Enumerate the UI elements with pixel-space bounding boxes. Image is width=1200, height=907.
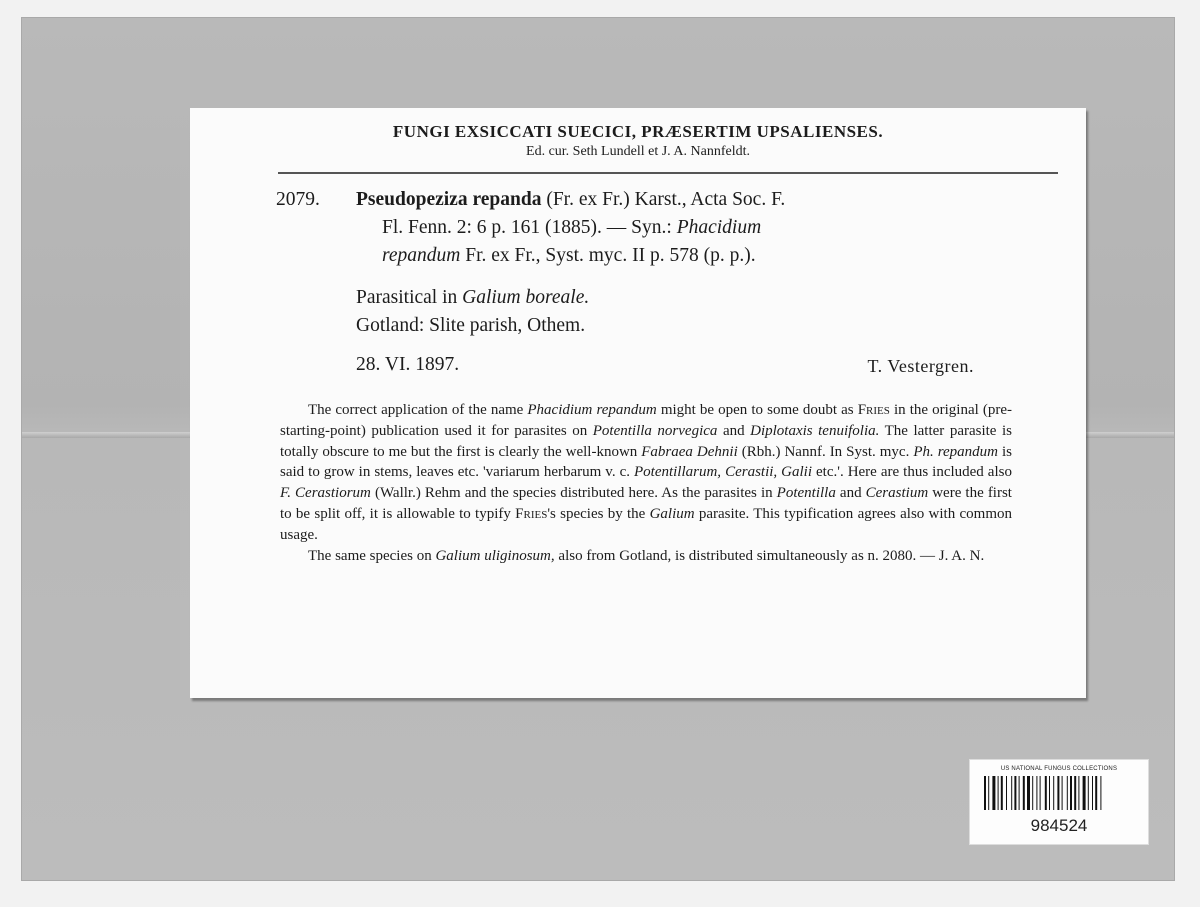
barcode-collection-name: US NATIONAL FUNGUS COLLECTIONS: [1000, 766, 1118, 772]
synonym-genus: Phacidium: [676, 217, 762, 238]
note-taxon: Ph. repandum: [913, 443, 998, 460]
barcode-icon: [982, 776, 1136, 810]
note-taxon: Galium uliginosum,: [435, 547, 555, 564]
note-text: might be open to some doubt as: [656, 402, 858, 418]
synonym-epithet: repandum: [382, 245, 461, 266]
note-taxon: Galium: [649, 505, 695, 522]
note-text: is said to grow in stems, leaves etc. 'variarum herbarum v. c.: [280, 443, 1012, 481]
note-text: and: [835, 485, 866, 502]
note-text: also from Gotland, is distributed simultaneously as n. 2080. — J. A. N.: [554, 547, 985, 564]
exsiccata-label: [190, 108, 1086, 698]
note-taxon: Potentilla: [776, 485, 836, 502]
note-text: The latter parasite is totally obscure to me but the first is clearly the well-known: [280, 422, 1012, 460]
species-name: Pseudopeziza repanda: [356, 189, 542, 210]
barcode-number: 984524: [1030, 816, 1088, 835]
host-and-locality: [356, 284, 589, 340]
note-taxon: Potentillarum, Cerastii, Galii: [633, 464, 812, 481]
note-taxon: Diplotaxis tenuifolia.: [750, 422, 880, 439]
exsiccata-number: 2079.: [276, 189, 320, 210]
collector: T. Vestergren.: [867, 356, 974, 376]
citation-part-2: Fl. Fenn. 2: 6 p. 161 (1885). — Syn.:: [382, 217, 672, 238]
label-header: [190, 122, 1086, 160]
barcode-label: [970, 760, 1148, 844]
note-text: The correct application of the name: [308, 402, 528, 418]
citation-part-1: (Fr. ex Fr.) Karst., Acta Soc. F.: [546, 189, 786, 210]
host-name: Galium boreale.: [462, 287, 590, 308]
note-text: in the original (pre-starting-point) publication used it for parasites on: [280, 402, 1013, 439]
note-paragraph-1: [280, 400, 1012, 546]
note-text: 's species by the: [547, 505, 650, 522]
taxonomic-note: [280, 400, 1012, 566]
entry-line-2: [382, 214, 761, 242]
note-text: (Wallr.) Rehm and the species distributed here. As the parasites in: [370, 485, 777, 502]
series-title: FUNGI EXSICCATI SUECICI, PRÆSERTIM UPSALIENSES.: [392, 122, 884, 141]
note-paragraph-2: [280, 546, 1012, 567]
note-author: Fries: [515, 505, 548, 522]
note-author: Fries: [857, 402, 890, 418]
note-text: The same species on: [308, 547, 436, 564]
note-text: (Rbh.) Nannf. In Syst. myc.: [737, 443, 914, 460]
note-taxon: Phacidium repandum: [527, 402, 657, 418]
editors-line: Ed. cur. Seth Lundell et J. A. Nannfeldt.: [526, 144, 750, 159]
collection-date: 28. VI. 1897.: [356, 354, 460, 375]
note-taxon: F. Cerastiorum: [280, 485, 371, 502]
citation-part-3: Fr. ex Fr., Syst. myc. II p. 578 (p. p.).: [465, 245, 756, 266]
note-taxon: Potentilla norvegica: [592, 422, 718, 439]
note-taxon: Cerastium: [865, 485, 929, 502]
locality: Gotland: Slite parish, Othem.: [356, 315, 586, 336]
entry-line-3: [382, 242, 756, 270]
note-taxon: Fabraea Dehnii: [641, 443, 738, 460]
note-text: etc.'. Here are thus included also: [812, 464, 1012, 481]
header-rule: [278, 172, 1058, 174]
entry-line-1: [356, 186, 785, 214]
note-text: and: [717, 422, 751, 439]
note-text: parasite. This typification agrees also with common usage.: [280, 505, 1012, 543]
host-line: [356, 284, 589, 312]
host-prefix: Parasitical in: [356, 287, 458, 308]
note-text: were the first to be split off, it is allowable to typify: [280, 485, 1012, 522]
